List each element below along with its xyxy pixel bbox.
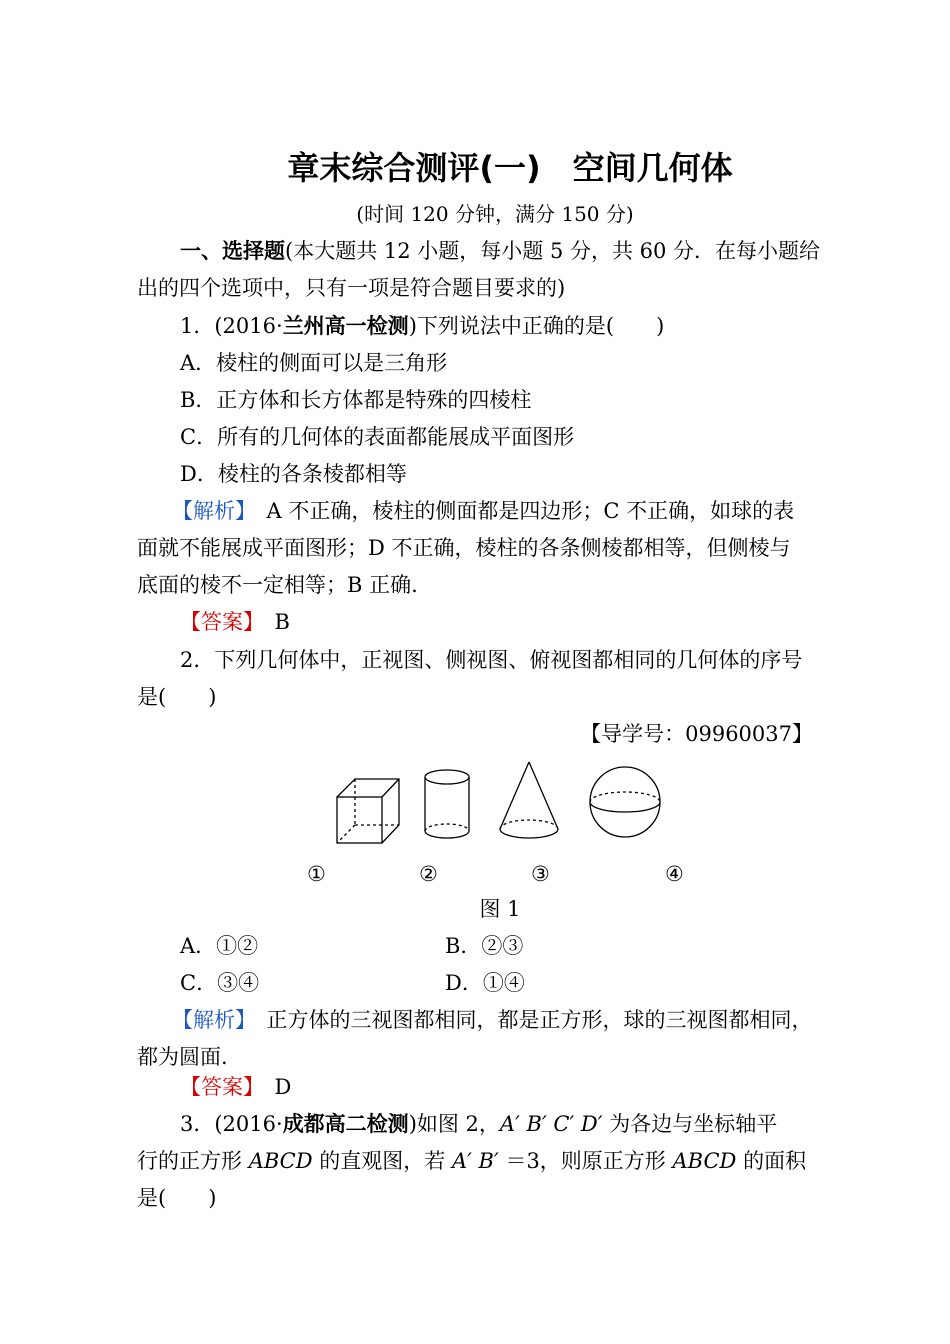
- q1-option-a: A．棱柱的侧面可以是三角形: [180, 351, 448, 375]
- q3-text-2a: 行的正方形: [137, 1149, 249, 1173]
- q2-option-a: A．①②: [180, 934, 259, 958]
- q3-source: 成都高二检测: [282, 1112, 409, 1136]
- q1-option-b: B．正方体和长方体都是特殊的四棱柱: [180, 388, 532, 412]
- q1-number: 1．(2016·: [180, 314, 283, 338]
- q1-analysis-text-1: A 不正确，棱柱的侧面都是四边形；C 不正确，如球的表: [266, 499, 795, 523]
- q3-number: 3．(2016·: [180, 1112, 283, 1136]
- q1-answer-label: 【答案】: [180, 610, 254, 634]
- q1-answer: B: [274, 610, 290, 634]
- q2-answer-line: [180, 1073, 291, 1101]
- q1-analysis-line-2: 面就不能展成平面图形；D 不正确，棱柱的各条侧棱都相等，但侧棱与: [137, 536, 791, 560]
- cone-figure: [500, 762, 558, 838]
- q2-analysis-line-2: 都为圆面.: [137, 1045, 228, 1069]
- q3-ab-prime: A′ B′: [451, 1149, 499, 1173]
- q2-stem-1: 2．下列几何体中，正视图、侧视图、俯视图都相同的几何体的序号: [180, 648, 803, 672]
- q3-text-1b: 为各边与坐标轴平: [602, 1112, 778, 1136]
- cube-figure: [337, 779, 399, 843]
- cylinder-figure: [425, 770, 469, 838]
- q1-analysis-label: 【解析】: [172, 499, 246, 523]
- figure-label-4: ④: [665, 862, 684, 886]
- q3-text-2b: 的直观图，若: [312, 1149, 452, 1173]
- q2-answer: D: [274, 1075, 292, 1099]
- q3-square-prime: A′ B′ C′ D′: [499, 1112, 603, 1136]
- figure-label-3: ③: [531, 862, 550, 886]
- q2-analysis-line-1: [172, 1006, 813, 1034]
- sphere-figure: [590, 767, 660, 837]
- q1-option-c: C．所有的几何体的表面都能展成平面图形: [180, 425, 575, 449]
- figure-label-1: ①: [307, 862, 326, 886]
- q3-abcd: ABCD: [248, 1149, 313, 1173]
- figure-1-shapes: [320, 755, 670, 850]
- q3-text-2d: 的面积: [736, 1149, 807, 1173]
- q2-stem-2: 是( ): [137, 685, 217, 709]
- q3-text-1a: )如图 2，: [408, 1112, 500, 1136]
- section-desc-1: (本大题共 12 小题，每小题 5 分，共 60 分．在每小题给: [285, 239, 821, 263]
- page-title: 章末综合测评(一) 空间几何体: [287, 149, 733, 187]
- figure-1-caption: 图 1: [479, 897, 521, 921]
- section-desc-2: 出的四个选项中，只有一项是符合题目要求的): [137, 276, 566, 300]
- q2-guide-number: 【导学号：09960037】: [580, 722, 813, 746]
- q2-answer-label: 【答案】: [180, 1075, 254, 1099]
- q3-abcd-2: ABCD: [672, 1149, 737, 1173]
- q2-analysis-text-1: 正方体的三视图都相同，都是正方形，球的三视图都相同，: [266, 1008, 813, 1032]
- q1-stem-text: )下列说法中正确的是( ): [408, 314, 665, 338]
- q1-source: 兰州高一检测: [282, 314, 409, 338]
- q3-stem-1: [180, 1110, 777, 1138]
- figure-label-2: ②: [419, 862, 438, 886]
- q1-stem: [180, 312, 664, 340]
- q3-stem-2: [137, 1147, 806, 1175]
- q1-analysis-line-3: 底面的棱不一定相等；B 正确.: [137, 573, 418, 597]
- q2-option-c: C．③④: [180, 971, 260, 995]
- q1-analysis-line-1: [172, 497, 794, 525]
- q2-option-d: D．①④: [445, 971, 525, 995]
- q2-analysis-label: 【解析】: [172, 1008, 246, 1032]
- section-heading-line: [180, 237, 820, 265]
- q1-answer-line: [180, 608, 290, 636]
- q3-stem-3: 是( ): [137, 1186, 217, 1210]
- q2-option-b: B．②③: [445, 934, 524, 958]
- exam-time-info: (时间 120 分钟，满分 150 分): [356, 202, 634, 226]
- section-heading: 一、选择题: [180, 239, 285, 263]
- q1-option-d: D．棱柱的各条棱都相等: [180, 462, 407, 486]
- q3-text-2c: ＝3，则原正方形: [498, 1149, 673, 1173]
